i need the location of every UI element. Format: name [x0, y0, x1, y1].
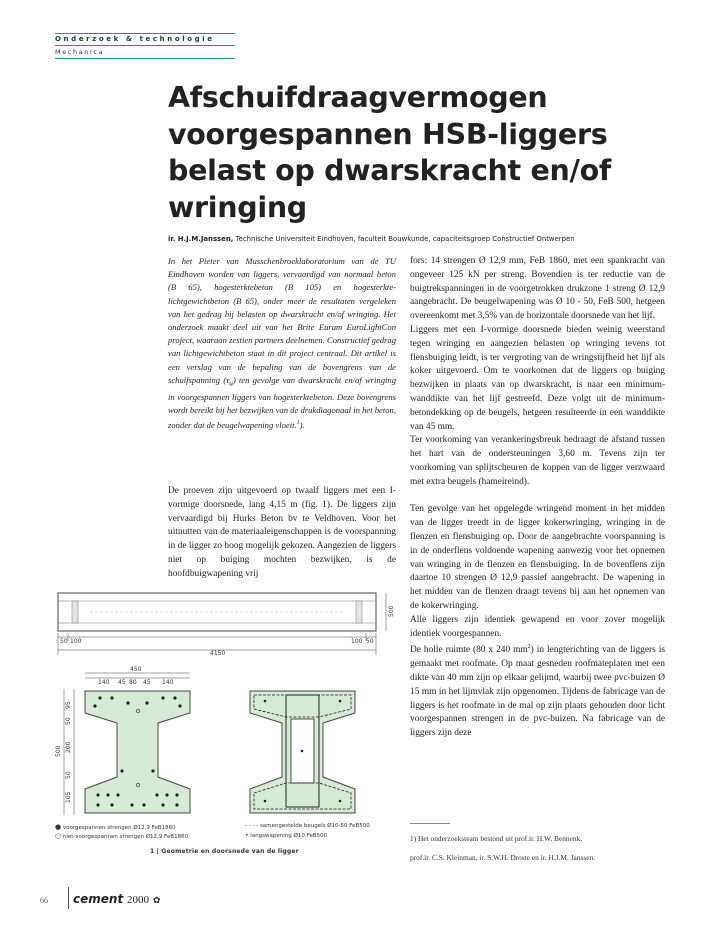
dim-seg5: 140 [162, 679, 174, 686]
cross-section-right [250, 691, 355, 813]
footnote-ref: 1 [296, 420, 300, 427]
header-rule-middle [55, 45, 235, 46]
dim-support-right: 100 [351, 638, 363, 645]
body-paragraph: Liggers met een I-vormige doorsnede bieden weinig weerstand tegen wringing en aangezien belasten op wringing tevens tot flensbuiging leidt, is ter vergroting van de wringstijfheid het lijf als koker uitgevoerd. Om te voorkomen dat de liggers op buiging bezwijken in plaats van op dwarskracht, is naar een minimum-wanddikte van het lijf gestreefd. Deze volgt uit de minimum-betondekking op de beugels, hetgeen resulteerde in een wanddikte van 45 mm. [410, 324, 665, 432]
legend-longitudinal: • langswapening Ø10 FeB500 [245, 832, 328, 839]
logo-icon: ✿ [152, 896, 161, 906]
dim-width-top: 450 [130, 666, 142, 673]
legend-prestressed: ● voorgespannen strengen Ø12,9 FeB1860 [55, 823, 176, 831]
article-title: Afschuifdraagvermogen voorgespannen HSB-liggers belast op dwarskracht en/of wringing [168, 81, 612, 224]
section-label: Onderzoek & technologie [55, 35, 215, 43]
beam-elevation [58, 593, 376, 631]
body-paragraph: De holle ruimte (80 x 240 $mm^2$) in lengterichting van de liggers is gemaakt met roofmate. Op maat gesneden roofmateplaten met een dikte van 40 mm zijn op elkaar gelijmd, waarbij twee pvc-buizen Ø 15 mm in het lijmvlak zijn opgenomen. Tijdens de fabricage van de liggers is het roofmate in de mal op zijn plaats gehouden door licht voorgespannen strengen in de pvc-buizen. Na fabricage van de liggers zijn deze [410, 644, 665, 739]
dim-v-total: 500 [55, 745, 62, 757]
dim-v1: 95 [65, 701, 72, 709]
dim-v5: 105 [65, 791, 72, 803]
magazine-brand: cement 2000 ✿ [73, 892, 161, 906]
dim-v3: 200 [65, 741, 72, 753]
author-affiliation: Technische Universiteit Eindhoven, faculteit Bouwkunde, capaciteitsgroep Constructief Ontwerpen [235, 235, 575, 243]
abstract: In het Pieter van Musschenbroeklaboratorium van de TU Eindhoven worden van liggers, vervaardigd van normaal beton (B 65), hogesterktebeton (B 105) en hogesterkte-lichtgewichtbeton (B 65), onder meer de resultaten vergeleken van het gedrag bij belasten op dwarskracht en/of wringing. Het onderzoek maakt deel uit van het Brite Euram EuroLightCon project, waaraan zestien partners deelnemen. Constructief gedrag van lichtgewichtbeton staat in dit project centraal. Dit artikel is een verslag van de bepaling van de bovengrens van de schuifspanning $(\tau_u)$ ten gevolge van dwarskracht en/of wringing in voorgespannen liggers van hogesterktebeton. Deze bovengrens wordt bereikt bij het bezwijken van de drukdiagonaal in het beton, zonder dat de beugelwapening vloeit.$^1$). [168, 256, 396, 431]
body-paragraph: De proeven zijn uitgevoerd op twaalf liggers met een I-vormige doorsnede, lang 4,15 m (fig. 1). De liggers zijn vervaardigd bij Hurks Beton bv te Veldhoven. Voor het uitnutten van de materiaaleigenschappen is de voorspanning in de ligger zo hoog mogelijk gekozen. Aangezien de liggers niet op buiging mochten bezwijken, is de hoofdbuigwapening vrij [168, 486, 396, 579]
body-paragraph: fors: 14 strengen Ø 12,9 mm, FeB 1860, met een spankracht van ongeveer 125 kN per streng. Bovendien is ter reductie van de buigtrekspanningen in de voorgetrokken drukzone 1 streng Ø 12,9 aangebracht. De beugelwapening was Ø 10 - 50, FeB 500, hetgeen overeenkomt met 3,5% van de horizontale doorsnede van het lijf. [410, 256, 665, 322]
author-name: ir. H.J.M.Janssen, [168, 235, 234, 243]
header-rule-bottom [55, 58, 235, 59]
legend-stirrups: ‐ ‐ ‐ ‐ samengestelde beugels Ø10-50 FeB500 [245, 823, 370, 829]
dim-length: 4150 [210, 650, 226, 657]
dim-seg2: 45 [118, 679, 126, 686]
dim-v4: 50 [65, 771, 72, 779]
dim-support-left: 100 [70, 638, 82, 645]
body-column-right [410, 255, 665, 741]
subsection-label: Mechanica [55, 48, 105, 56]
footnote: 1) Het onderzoeksteam bestond uit prof.ir. H.W. Bennenk, prof.ir. C.S. Kleinman, ir. S.W.H. Droste en ir. H.J.M. Janssen. [410, 834, 596, 862]
dim-end-left: 50 [60, 638, 68, 645]
dim-v2: 50 [65, 717, 72, 725]
dim-seg1: 140 [98, 679, 110, 686]
byline [168, 235, 658, 243]
cross-section-left [85, 691, 190, 813]
figure-caption: 1 | Geometrie en doorsnede van de ligger [150, 848, 299, 855]
body-column-left [168, 485, 396, 582]
body-paragraph: Ten gevolge van het opgelegde wringend moment in het midden van de ligger treedt in de ligger kokerwringing, wringing in de flenzen en flensbuiging op. Door de aangebrachte voorspanning is in de onderflens voldoende wapening aanwezig voor het opnemen van wringing in de flenzen en flensbuiging. In de bovenflens zijn daartoe 10 strengen Ø 12,9 passief aangebracht. De wapening in het midden van de flenzen draagt tevens bij aan het opnemen van de kokerwringing. [410, 504, 665, 611]
dim-height: 500 [388, 605, 395, 617]
page-number: 66 [40, 896, 48, 905]
legend-non-prestressed: ○ niet-voorgespannen strengen Ø12,9 FeB1860 [55, 832, 189, 840]
dim-seg4: 45 [143, 679, 151, 686]
footnote-rule [410, 823, 450, 824]
dim-seg3: 80 [129, 679, 137, 686]
dim-end-right: 50 [366, 638, 374, 645]
header-rule-top [55, 33, 235, 34]
figure-beam-geometry [50, 585, 400, 845]
body-paragraph: Alle liggers zijn identiek gewapend en voor zover mogelijk identiek voorgespannen. [410, 614, 665, 639]
body-paragraph: Ter voorkoming van verankeringsbreuk bedraagt de afstand tussen het hart van de ondersteuningen 3,60 m. Tevens zijn ter voorkoming van splijtscheuren de koppen van de ligger verzwaard met extra beugels (hameireind). [410, 435, 665, 487]
footer-divider [68, 887, 69, 909]
